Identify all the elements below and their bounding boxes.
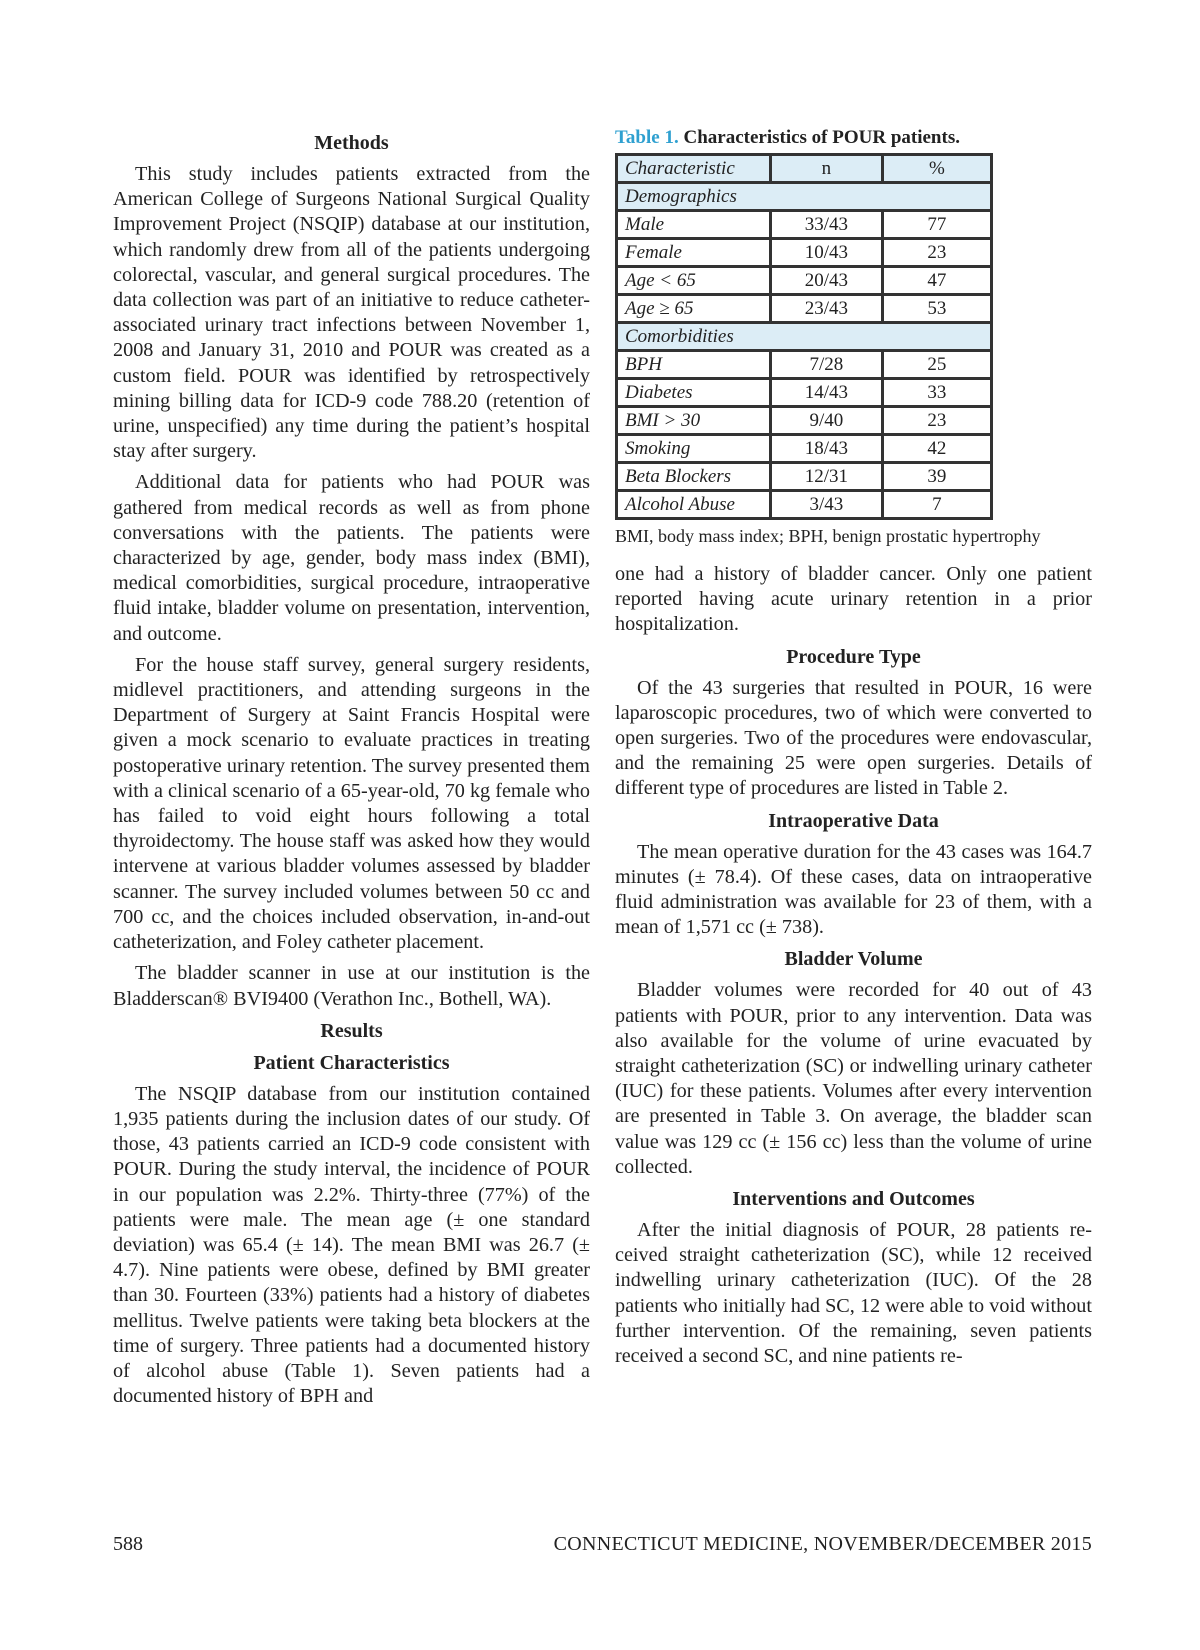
results-heading: Results	[320, 1019, 383, 1042]
right-column	[615, 126, 1092, 1375]
procedure-type-heading: Procedure Type	[786, 645, 921, 668]
table-1-label: Table 1.	[615, 127, 679, 148]
patient-characteristics-heading: Patient Characteristics	[253, 1051, 450, 1074]
header-characteristic: Characteristic	[617, 155, 771, 183]
row-label: BMI > 30	[617, 407, 771, 435]
section-comorbidities: Comorbidities	[617, 323, 992, 351]
bladder-volume-paragraph: Bladder volumes were recorded for 40 out of 43 patients with POUR, prior to any intervention. Data was also available for the volume of urine evacuated by straight catheterization (SC) or indwelling urinary catheter (IUC) for these patients. Volumes after every intervention are presented in Table 3. On average, the bladder scan value was 129 cc (± 156 cc) less than the volume of urine collected.	[615, 979, 1092, 1178]
row-label: Beta Blockers	[617, 463, 771, 491]
bladder-volume-heading: Bladder Volume	[784, 948, 923, 971]
row-percent: 23	[882, 239, 991, 267]
table-row	[617, 407, 992, 435]
methods-paragraph-2: Additional data for patients who had POUR was gathered from medical records as well as from phone conversations with the patients. The patients were characterized by age, gender, body mass index (BMI), medical comorbidities, surgical procedure, intraoperative fluid intake, bladder volume on presentation, intervention, and outcome.	[113, 471, 590, 645]
table-row	[617, 379, 992, 407]
header-percent: %	[882, 155, 991, 183]
row-percent: 42	[882, 435, 991, 463]
patient-characteristics-paragraph: The NSQIP database from our institution contained 1,935 patients during the inclusion dates of our study. Of those, 43 patients carried an ICD-9 code consistent with POUR. During the study interval, the incidence of POUR in our population was 2.2%. Thirty-three (77%) of the patients were male. The mean age (± one standard deviation) was 65.4 (± 14). The mean BMI was 26.7 (± 4.7). Nine patients were obese, defined by BMI greater than 30. Fourteen (33%) patients had a history of diabetes mellitus. Twelve patients were taking beta blockers at the time of surgery. Three patients had a documented history of alcohol abuse (Table 1). Seven patients had a documented history of BPH and	[113, 1082, 590, 1408]
row-label: Age ≥ 65	[617, 295, 771, 323]
row-n: 9/40	[771, 407, 883, 435]
row-n: 7/28	[771, 351, 883, 379]
methods-heading: Methods	[314, 132, 389, 154]
row-n: 18/43	[771, 435, 883, 463]
table-section-row	[617, 323, 992, 351]
row-label: Alcohol Abuse	[617, 491, 771, 519]
row-label: Female	[617, 239, 771, 267]
row-n: 10/43	[771, 239, 883, 267]
row-percent: 25	[882, 351, 991, 379]
table-row	[617, 435, 992, 463]
row-percent: 47	[882, 267, 991, 295]
intraoperative-data-heading: Intraoperative Data	[768, 809, 939, 832]
row-percent: 39	[882, 463, 991, 491]
table-row	[617, 491, 992, 519]
row-percent: 7	[882, 491, 991, 519]
section-demographics: Demographics	[617, 183, 992, 211]
methods-paragraph-1: This study includes patients extracted from the American College of Surgeons National Surgical Quality Improvement Project (NSQIP) database at our institution, which randomly drew from all of the patients undergoing colorectal, vascular, and general surgical procedures. The data collection was part of an initiative to reduce catheter-associated urinary tract infections between November 1, 2008 and January 31, 2010 and POUR was created as a custom field. POUR was identified by retrospectively mining billing data for ICD-9 code 788.20 (retention of urine, unspecified) any time during the patient’s hospital stay after surgery.	[113, 163, 590, 463]
row-n: 20/43	[771, 267, 883, 295]
interventions-outcomes-heading: Interventions and Outcomes	[732, 1188, 975, 1211]
table-1	[615, 153, 993, 520]
row-percent: 33	[882, 379, 991, 407]
row-label: Age < 65	[617, 267, 771, 295]
intraoperative-data-paragraph: The mean operative duration for the 43 cases was 164.7 minutes (± 78.4). Of these cases, data on intraoperative fluid administration was available for 23 of them, with a mean of 1,571 cc (± 738).	[615, 840, 1092, 939]
table-1-title: Characteristics of POUR patients.	[683, 127, 960, 148]
table-1-caption	[615, 126, 1092, 150]
left-column	[113, 126, 590, 1415]
journal-name: CONNECTICUT MEDICINE, NOVEMBER/DECEMBER 2015	[553, 1533, 1092, 1555]
row-label: Male	[617, 211, 771, 239]
table-row	[617, 463, 992, 491]
row-n: 23/43	[771, 295, 883, 323]
table-row	[617, 267, 992, 295]
table-header-row	[617, 155, 992, 183]
procedure-type-paragraph: Of the 43 surgeries that resulted in POUR, 16 were laparoscopic procedures, two of which were converted to open surgeries. Two of the procedures were endovascular, and the remaining 25 were open surgeries. Details of different type of procedures are listed in Table 2.	[615, 676, 1092, 800]
table-row	[617, 351, 992, 379]
table-1-footnote: BMI, body mass index; BPH, benign prostatic hypertrophy	[615, 526, 1041, 546]
continuation-paragraph: one had a history of bladder cancer. Only one patient reported having acute urinary retention in a prior hospitalization.	[615, 563, 1092, 636]
row-percent: 53	[882, 295, 991, 323]
table-section-row	[617, 183, 992, 211]
interventions-outcomes-paragraph: After the initial diagnosis of POUR, 28 patients received straight catheterization (SC), while 12 received indwelling urinary catheterization (IUC). Of the 28 patients who initially had SC, 12 were able to void without further intervention. Of the remaining, seven patients received a second SC, and nine patients re-	[615, 1219, 1092, 1368]
row-n: 12/31	[771, 463, 883, 491]
table-row	[617, 239, 992, 267]
row-label: Smoking	[617, 435, 771, 463]
row-label: Diabetes	[617, 379, 771, 407]
page-number: 588	[113, 1533, 143, 1555]
header-n: n	[771, 155, 883, 183]
table-row	[617, 295, 992, 323]
methods-paragraph-3: For the house staff survey, general surgery residents, midlevel practitioners, and attending surgeons in the Department of Surgery at Saint Francis Hospital were given a mock scenario to evaluate practices in treating postoperative urinary retention. The survey presented them with a clinical scenario of a 65-year-old, 70 kg female who has failed to void eight hours following a total thyroidectomy. The house staff was asked how they would intervene at various bladder volumes assessed by bladder scanner. The survey included volumes between 50 cc and 700 cc, and the choices included observation, in-and-out catheterization, and Foley catheter placement.	[113, 653, 590, 954]
row-percent: 77	[882, 211, 991, 239]
methods-paragraph-4: The bladder scanner in use at our institution is the Bladderscan® BVI9400 (Verathon Inc., Bothell, WA).	[113, 962, 590, 1010]
row-n: 33/43	[771, 211, 883, 239]
row-n: 3/43	[771, 491, 883, 519]
row-n: 14/43	[771, 379, 883, 407]
row-label: BPH	[617, 351, 771, 379]
table-row	[617, 211, 992, 239]
row-percent: 23	[882, 407, 991, 435]
